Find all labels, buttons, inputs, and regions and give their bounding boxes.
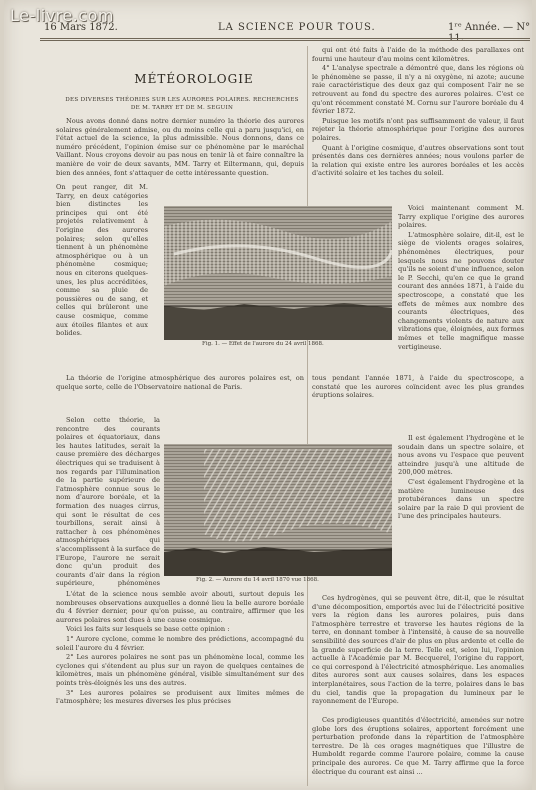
paragraph: Voici maintenant comment M. Tarry explique l'origine des aurores polaires. (398, 204, 524, 230)
left-column-bottom (56, 590, 304, 786)
paragraph: Puisque les motifs n'ont pas suffisamment de valeur, il faut rejeter la théorie atmosphérique pour l'origine des aurores polaires. (312, 116, 524, 142)
paragraph: Nous avons donné dans notre dernier numéro la théorie des aurores solaires généralement admise, ou du moins celle qui a paru jusqu'ici, en l'état actuel de la science, la plus admissible. Nous donnons, dans ce numéro précédent, l'opinion émise sur ce phénomène par le maréchal Vaillant. Nous croyons devoir au pas nous en tenir là et faire connaître la manière de voir de deux savants, MM. Tarry et Eiltermann, qui, depuis bien des années, font s'attaquer de cette intéressante question. (56, 117, 304, 177)
watermark-logo: Le-livre.com (10, 6, 114, 25)
right-column-beside-figure-2 (398, 434, 524, 592)
section-title: MÉTÉOROLOGIE (134, 72, 254, 86)
right-column-bottom (312, 594, 524, 714)
right-column-middle (312, 374, 524, 432)
paragraph: qui ont été faits à l'aide de la méthode des parallaxes ont fourni une hauteur d'au moins cent kilomètres. (312, 46, 524, 63)
subtitle-line-2: DE M. TARRY ET DE M. SEGUIN (130, 105, 234, 111)
paragraph: C'est également l'hydrogène et la matière lumineuse des protubérances dans un spectre solaire par la raie D qui provient de l'une des principales hauteurs. (398, 477, 524, 521)
paragraph: L'atmosphère solaire, dit-il, est le siège de violents orages solaires, phénomènes électriques, pour lesquels nous ne pouvons douter qu'ils ne soient d'une influence, selon le P. Secchi, qu'en ce que le grand courant des années 1871, à l'aide du spectroscope, a constaté que les effets de mêmes aux nombre des courants électriques, des changements violents de nature aux vibrations que, éloignées, aux formes mêmes et telle magnifique masse vertigineuse. (398, 230, 524, 351)
figure-2-caption: Fig. 2. — Aurore du 14 avril 1870 vue 1868. (196, 577, 319, 583)
header-rule (40, 38, 530, 39)
left-column-intro (56, 117, 304, 181)
newspaper-page (4, 0, 532, 790)
paragraph: La théorie de l'origine atmosphérique des aurores polaires est, on quelque sorte, celle de l'Observatoire national de Paris. (56, 374, 304, 391)
paragraph: Ces prodigieuses quantités d'électricité, amenées sur notre globe lors des éruptions solaires, apportent forcément une perturbation profonde dans la répartition de l'atmosphère terrestre. De là ces orages magnétiques que l'illustre de Humboldt regarde comme l'aurore polaire, comme la cause principale des aurores. Ce que M. Tarry affirme que la force électrique du courant est ainsi ... (312, 716, 524, 776)
left-column-narrow-2 (56, 416, 160, 588)
paragraph: 3° Les aurores polaires se produisent aux limites mêmes de l'atmosphère; les mesures diverses les plus précises (56, 688, 304, 706)
article-subtitle (60, 96, 304, 112)
right-column-top (312, 46, 524, 202)
publication-title: LA SCIENCE POUR TOUS. (218, 22, 376, 33)
paragraph: 2° Les aurores polaires ne sont pas un phénomène local, comme les cyclones qui s'étendent au plus sur un rayon de quelques centaines de kilomètres, mais un phénomène général, visible simultanément sur des points très-éloignés les uns des autres. (56, 653, 304, 687)
paragraph: Voici les faits sur lesquels se base cette opinion : (66, 625, 230, 634)
paragraph: Selon cette théorie, la rencontre des courants polaires et équatoriaux, dans les hautes latitudes, serait la cause première des décharges électriques qui se traduisent à nos regards par l'illumination de la partie supérieure de l'atmosphère connue sous le nom d'aurore boréale, et la formation des nuages cirrus, qui sont le résultat de ces tourbillons, serait ainsi à rattacher à ces phénomènes atmosphériques qui s'accomplissent à la surface de l'Europe, l'aurore ne serait donc qu'un produit des courants d'air dans la région supérieure, phénomènes (56, 416, 160, 588)
issue-number: 1ʳᵉ Année. — N° (448, 22, 531, 33)
figure-1-engraving (164, 206, 392, 340)
paragraph: On peut ranger, dit M. Tarry, en deux catégories bien distinctes les principes qui ont été projetés relativement à l'origine des aurores polaires; selon qu'elles tiennent à un phénomène atmosphérique ou à un phénomène cosmique; nous en citerons quelques-unes, les plus accréditées, comme sa pluie de poussières ou de sang, et celles qui brûleront une cause cosmique, comme aux étoiles filantes et aux bolides. (56, 183, 148, 338)
right-column-beside-figure (398, 204, 524, 372)
subtitle-line-1: DES DIVERSES THÉORIES SUR LES AURORES POLAIRES. RECHERCHES (65, 97, 299, 103)
paragraph: L'état de la science nous semble avoir abouti, surtout depuis les nombreuses observations auxquelles a donné lieu la belle aurore boréale du 4 février dernier, pour qu'on puisse, au contraire, affirmer que les aurores polaires sont dues à une cause cosmique. (56, 590, 304, 624)
issue-date: 16 Mars 1872. (44, 22, 118, 33)
header-rule-double (40, 40, 530, 41)
right-column-final (312, 716, 524, 786)
figure-1-caption: Fig. 1. — Effet de l'aurore du 24 avril 1868. (202, 341, 324, 347)
paragraph: Il est également l'hydrogène et le soudain dans un spectre solaire, et nous avons vu l'espace que peuvent atteindre jusqu'à une altitude de 200,000 mètres. (398, 434, 524, 477)
paragraph: Ces hydrogènes, qui se peuvent être, dit-il, que le résultat d'une décomposition, emportés avec lui de l'électricité positive vers la région dans les aurores polaires, puis dans l'atmosphère terrestre et traverse les hautes régions de la terre, en donnant tomber à l'intensité, à cause de sa nouvelle sensibilité des sources d'air de plus en plus ardente et celle de la grande superficie de la terre. Telle est, selon lui, l'opinion actuelle à l'Académie par M. Becquerel, l'origine du rapport, ce qui correspond à l'électricité atmosphérique. Les anomalies dites aurores sont aux causes solaires, dans les espaces interplanétaires, sous l'action de la terre, polaires dans le bas du ciel, tandis que la propagation du lumineux par le rayonnement de l'Europe. (312, 594, 524, 706)
left-column-narrow (56, 183, 148, 373)
paragraph: tous pendant l'année 1871, à l'aide du spectroscope, a constaté que les aurores coïncident avec les plus grandes éruptions solaires. (312, 374, 524, 400)
paragraph: 4° L'analyse spectrale a démontré que, dans les régions où le phénomène se passe, il n'y a ni oxygène, ni azote; aucune raie caractéristique des deux gaz qui composent l'air ne se retrouvent au fond du spectre des aurores polaires. C'est ce qu'ont récemment constaté M. Cornu sur l'aurore boréale du 4 février 1872. (312, 64, 524, 116)
column-divider (307, 46, 308, 786)
paragraph: Quant à l'origine cosmique, d'autres observations sont tout présentés dans ces dernières années; nous voulons parler de la relation qui existe entre les aurores boréales et les accès d'activité solaire et les taches du soleil. (312, 143, 524, 178)
figure-2-engraving (164, 444, 392, 576)
left-column-middle-intro (56, 374, 304, 414)
paragraph: 1° Aurore cyclone, comme le nombre des prédictions, accompagné du soleil l'aurore du 4 février. (56, 634, 304, 652)
